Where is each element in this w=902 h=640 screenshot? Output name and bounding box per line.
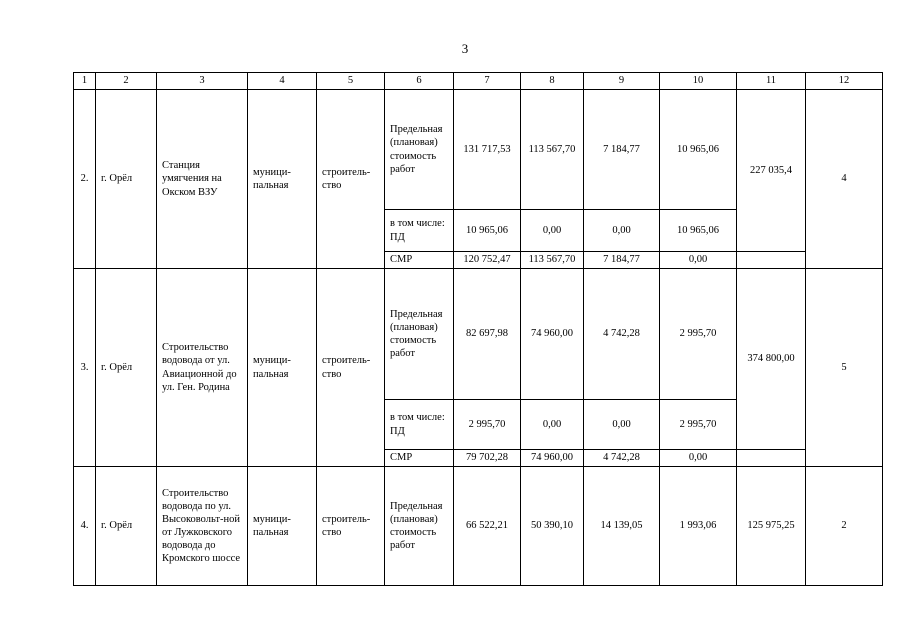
- cell-value: 113 567,70: [521, 252, 584, 269]
- cell-value: 10 965,06: [660, 90, 737, 210]
- cell-value: 10 965,06: [660, 210, 737, 252]
- row-ownership: муници-пальная: [248, 90, 317, 269]
- cell-value: 10 965,06: [454, 210, 521, 252]
- row-type: строитель-ство: [317, 90, 385, 269]
- column-header: 7: [454, 73, 521, 90]
- table-row: [74, 467, 883, 586]
- cell-value: 2 995,70: [454, 400, 521, 450]
- cell-value: 4 742,28: [584, 450, 660, 467]
- row-object: Строительство водовода от ул. Авиационной до ул. Ген. Родина: [157, 269, 248, 467]
- row-number: 4.: [74, 467, 96, 586]
- cell-value: 82 697,98: [454, 269, 521, 400]
- row-number: 3.: [74, 269, 96, 467]
- column-header: 5: [317, 73, 385, 90]
- row-ownership: муници-пальная: [248, 467, 317, 586]
- total-value: 125 975,25: [737, 467, 806, 586]
- row-object: Станция умягчения на Окском ВЗУ: [157, 90, 248, 269]
- cost-label: Предельная (плановая) стоимость работ: [385, 269, 454, 400]
- cost-label: СМР: [385, 450, 454, 467]
- cell-value: 0,00: [521, 210, 584, 252]
- row-object: Строительство водовода по ул. Высоковольт-ной от Лужковского водовода до Кромского шоссе: [157, 467, 248, 586]
- column-header: 8: [521, 73, 584, 90]
- empty-cell: [737, 450, 806, 467]
- total-value: 374 800,00: [737, 269, 806, 450]
- cell-value: 14 139,05: [584, 467, 660, 586]
- rank-value: 2: [806, 467, 883, 586]
- column-header: 1: [74, 73, 96, 90]
- cell-value: 7 184,77: [584, 252, 660, 269]
- cell-value: 131 717,53: [454, 90, 521, 210]
- total-value: 227 035,4: [737, 90, 806, 252]
- cell-value: 113 567,70: [521, 90, 584, 210]
- cell-value: 0,00: [584, 400, 660, 450]
- table-row: [74, 269, 883, 400]
- cell-value: 74 960,00: [521, 269, 584, 400]
- column-header: 4: [248, 73, 317, 90]
- cell-value: 4 742,28: [584, 269, 660, 400]
- table-row: [74, 90, 883, 210]
- row-ownership: муници-пальная: [248, 269, 317, 467]
- column-header: 10: [660, 73, 737, 90]
- cell-value: 2 995,70: [660, 400, 737, 450]
- column-header: 2: [96, 73, 157, 90]
- cell-value: 120 752,47: [454, 252, 521, 269]
- row-city: г. Орёл: [96, 269, 157, 467]
- cost-label: Предельная (плановая) стоимость работ: [385, 90, 454, 210]
- cost-label: в том числе: ПД: [385, 210, 454, 252]
- row-number: 2.: [74, 90, 96, 269]
- cell-value: 2 995,70: [660, 269, 737, 400]
- cost-label: СМР: [385, 252, 454, 269]
- cell-value: 79 702,28: [454, 450, 521, 467]
- row-city: г. Орёл: [96, 467, 157, 586]
- cost-label: Предельная (плановая) стоимость работ: [385, 467, 454, 586]
- column-header: 11: [737, 73, 806, 90]
- cost-label: в том числе: ПД: [385, 400, 454, 450]
- column-header: 6: [385, 73, 454, 90]
- cell-value: 0,00: [660, 450, 737, 467]
- empty-cell: [737, 252, 806, 269]
- row-type: строитель-ство: [317, 467, 385, 586]
- cell-value: 74 960,00: [521, 450, 584, 467]
- cell-value: 0,00: [584, 210, 660, 252]
- page-number: 3: [461, 41, 469, 56]
- rank-value: 5: [806, 269, 883, 467]
- row-type: строитель-ство: [317, 269, 385, 467]
- column-header: 12: [806, 73, 883, 90]
- column-header: 3: [157, 73, 248, 90]
- cell-value: 0,00: [521, 400, 584, 450]
- budget-table: [73, 72, 883, 586]
- cell-value: 7 184,77: [584, 90, 660, 210]
- cell-value: 0,00: [660, 252, 737, 269]
- header-row: [74, 73, 883, 90]
- rank-value: 4: [806, 90, 883, 269]
- cell-value: 50 390,10: [521, 467, 584, 586]
- row-city: г. Орёл: [96, 90, 157, 269]
- cell-value: 1 993,06: [660, 467, 737, 586]
- cell-value: 66 522,21: [454, 467, 521, 586]
- column-header: 9: [584, 73, 660, 90]
